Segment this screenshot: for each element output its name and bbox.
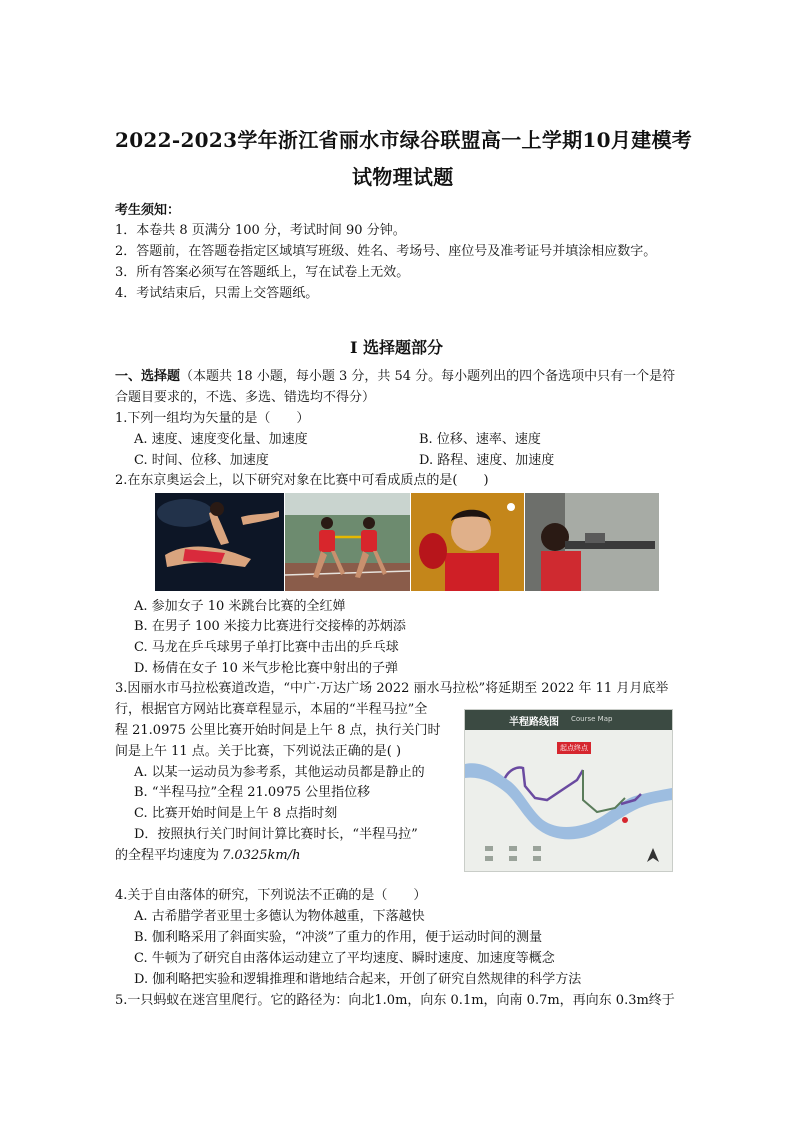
notice-item: 1．本卷共 8 页满分 100 分，考试时间 90 分钟。	[115, 223, 406, 238]
q1-option-c: C. 时间、位移、加速度	[134, 453, 269, 468]
q2-option-a: A. 参加女子 10 米跳台比赛的全红婵	[134, 599, 346, 614]
notice-item: 2．答题前，在答题卷指定区域填写班级、姓名、考场号、座位号及准考证号并填涂相应数字。	[115, 244, 657, 259]
relay-photo	[285, 493, 410, 591]
map-header	[465, 710, 672, 730]
q2-option-c: C. 马龙在乒乓球男子单打比赛中击出的乒乓球	[134, 640, 399, 655]
q3-option-a: A. 以某一运动员为参考系，其他运动员都是静止的	[134, 765, 425, 780]
q4-option-a: A. 古希腊学者亚里士多德认为物体越重，下落越快	[134, 909, 425, 924]
course-map	[464, 709, 673, 872]
part-intro	[115, 367, 675, 386]
notice-item: 4．考试结束后，只需上交答题纸。	[115, 286, 319, 301]
q1-stem: 1.下列一组均为矢量的是（ ）	[115, 411, 310, 426]
q2-option-b: B. 在男子 100 米接力比赛进行交接棒的苏炳添	[134, 619, 406, 634]
q3-stem-line4: 间是上午 11 点。关于比赛，下列说法正确的是( )	[115, 744, 402, 759]
q3-stem-line1: 3.因丽水市马拉松赛道改造，“中广·万达广场 2022 丽水马拉松”将延期至 2022 年 11 月月底举	[115, 681, 669, 696]
q5-stem-line1: 5.一只蚂蚁在迷宫里爬行。它的路径为：向北1.0m，向东 0.1m，向南 0.7m，再向东 0.3m终于	[115, 993, 675, 1008]
part-intro-text: （本题共 18 小题，每小题 3 分，共 54 分。每小题列出的四个备选项中只有一个是符	[180, 369, 676, 384]
q1-option-b: B. 位移、速率、速度	[419, 432, 541, 447]
q3-option-d-line1: D．按照执行关门时间计算比赛时长，“半程马拉”	[134, 827, 418, 842]
q3-stem-line2: 行，根据官方网站比赛章程显示，本届的“半程马拉”全	[115, 702, 428, 717]
diving-photo	[155, 493, 284, 591]
part-label: 一、选择题	[115, 369, 181, 384]
q3-stem-line3: 程 21.0975 公里比赛开始时间是上午 8 点，执行关门时	[115, 723, 441, 738]
page-title-line2: 试物理试题	[352, 165, 454, 189]
map-title: 半程路线图	[509, 717, 559, 728]
q3-option-d-line2	[115, 846, 300, 865]
start-finish-badge: 起点终点	[557, 742, 591, 754]
q4-stem: 4.关于自由落体的研究，下列说法不正确的是（ ）	[115, 888, 427, 903]
q1-option-a: A. 速度、速度变化量、加速度	[134, 432, 308, 447]
q4-option-c: C. 牛顿为了研究自由落体运动建立了平均速度、瞬时速度、加速度等概念	[134, 951, 555, 966]
section-title: Ⅰ 选择题部分	[350, 338, 444, 357]
q3-option-b: B. “半程马拉”全程 21.0975 公里指位移	[134, 785, 371, 800]
map-subtitle: Course Map	[571, 715, 613, 723]
q3-speed-value: 7.0325km/h	[222, 848, 301, 863]
q2-option-d: D. 杨倩在女子 10 米气步枪比赛中射出的子弹	[134, 661, 399, 676]
shooting-photo	[525, 493, 659, 591]
page-title: 2022-2023学年浙江省丽水市绿谷联盟高一上学期10月建模考	[115, 128, 693, 152]
q3-option-c: C. 比赛开始时间是上午 8 点指时刻	[134, 806, 338, 821]
table-tennis-photo	[411, 493, 524, 591]
q3-option-d-text: 的全程平均速度为	[115, 848, 220, 863]
part-intro-line2: 合题目要求的，不选、多选、错选均不得分）	[115, 390, 376, 405]
notice-item: 3．所有答案必须写在答题纸上，写在试卷上无效。	[115, 265, 410, 280]
q2-stem: 2.在东京奥运会上，以下研究对象在比赛中可看成质点的是( )	[115, 473, 489, 488]
q4-option-b: B. 伽利略采用了斜面实验，“冲淡”了重力的作用，便于运动时间的测量	[134, 930, 543, 945]
notice-heading: 考生须知：	[115, 203, 181, 218]
q4-option-d: D. 伽利略把实验和逻辑推理和谐地结合起来，开创了研究自然规律的科学方法	[134, 972, 582, 987]
q1-option-d: D. 路程、速度、加速度	[419, 453, 555, 468]
